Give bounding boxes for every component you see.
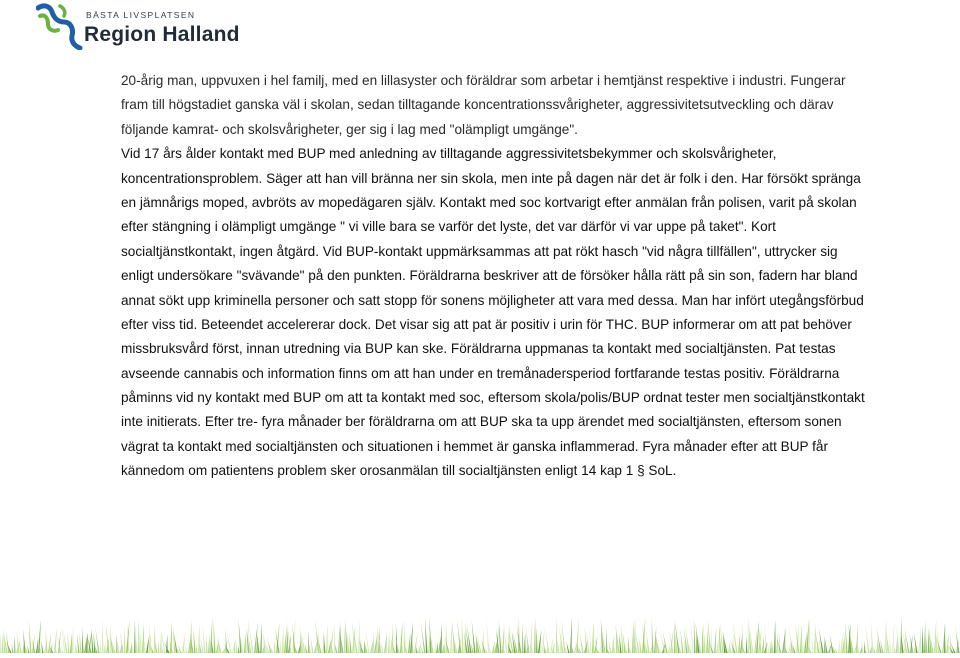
grass-blade [691, 618, 694, 653]
text-line: efter stängning i olämpligt umgänge " vi ville bara se varför det lyste, det var därför vi var uppe på taket". Kort [121, 219, 776, 235]
grass-blade [764, 624, 768, 653]
grass-blade [308, 630, 310, 653]
grass-blade [344, 626, 346, 653]
grass-blade [592, 622, 594, 653]
grass-blade [574, 645, 576, 653]
grass-blade [260, 622, 262, 653]
grass-blade [450, 620, 452, 653]
grass-blade [134, 619, 136, 653]
grass-blade [619, 634, 621, 653]
grass-blade [716, 641, 718, 653]
grass-blade [425, 618, 428, 653]
grass-blade [440, 623, 442, 653]
grass-blade [685, 619, 690, 653]
grass-blade [216, 642, 218, 653]
grass-blade [160, 629, 162, 653]
grass-blade [856, 623, 858, 653]
grass-blade [326, 623, 328, 653]
grass-blade [589, 626, 591, 653]
region-halland-logo-icon [36, 2, 86, 50]
grass-blade [924, 621, 926, 653]
grass-blade [544, 645, 546, 653]
grass-blade [845, 622, 847, 653]
grass-blade [0, 632, 2, 653]
grass-blade [2, 634, 4, 653]
grass-blade [452, 642, 454, 653]
grass-blade [608, 639, 611, 653]
grass-blade [703, 621, 705, 653]
grass-blade [615, 623, 620, 653]
grass-blade [738, 633, 740, 653]
grass-blade [110, 620, 112, 653]
grass-blade [196, 644, 198, 653]
grass-blade [894, 647, 896, 653]
grass-blade [12, 643, 14, 653]
grass-blade [421, 647, 424, 653]
grass-blade [236, 639, 238, 653]
grass-blade [124, 625, 126, 653]
grass-blade [774, 619, 776, 653]
grass-blade [190, 620, 192, 653]
grass-blade [566, 641, 569, 653]
grass-blade [557, 640, 559, 653]
grass-blade [416, 647, 418, 653]
grass-blade [767, 642, 769, 653]
text-line: avseende cannabis och information finns om att han under en tremånadersperiod fortfarande testas positiv. Föräldrarna [121, 365, 840, 381]
grass-blade [570, 617, 572, 653]
grass-blade [104, 641, 106, 653]
grass-blade [873, 647, 875, 653]
grass-blade [29, 618, 32, 653]
grass-blade [922, 626, 924, 653]
grass-blade [138, 618, 140, 653]
grass-blade [70, 633, 72, 653]
grass-blade [77, 634, 80, 653]
grass-blade [714, 627, 716, 653]
grass-blade [770, 640, 772, 653]
grass-blade [100, 641, 102, 653]
grass-footer-decoration [0, 606, 960, 653]
grass-blade [102, 618, 104, 653]
grass-blade [892, 621, 894, 653]
grass-blade [408, 633, 411, 653]
grass-blade [27, 646, 29, 653]
grass-blade [838, 639, 840, 653]
text-line: missbruksvård först, innan utredning via BUP kan ske. Föräldrarna uppmanas ta kontakt med socialtjänsten. Pat testas [121, 341, 836, 357]
grass-blade [936, 634, 938, 653]
text-line: inte initierats. Efter tre- fyra månader ber föräldrarna om att BUP ska ta upp ärendet med socialtjänsten, eftersom sonen [121, 414, 842, 430]
grass-blade [158, 640, 160, 653]
grass-blade [934, 619, 936, 653]
grass-blade [646, 644, 648, 653]
grass-blade [140, 630, 142, 653]
grass-blade [740, 636, 742, 653]
text-line: en jämnårigs moped, avbröts av mopedägaren själv. Kontakt med soc kortvarigt efter anmälan från polisen, varit på skolan [121, 194, 857, 210]
grass-blade [340, 621, 342, 653]
grass-blade [865, 624, 870, 653]
text-line: koncentrationsproblem. Säger att han vill bränna ner sin skola, men inte på dagen när det är folk i den. Har försökt spränga [121, 170, 861, 186]
grass-blade [36, 639, 38, 653]
grass-blade [762, 636, 764, 653]
grass-blade [730, 646, 732, 653]
region-halland-logo[interactable] [36, 2, 246, 52]
grass-blade [91, 627, 93, 653]
grass-blade [280, 640, 282, 653]
grass-blade [94, 632, 96, 653]
grass-blade [198, 624, 200, 653]
grass-blade [900, 617, 902, 653]
text-line: annat sökt upp kriminella personer och satt stopp för sonens möjligheter att vara med dessa. Man har infört utegångsförbud [121, 292, 864, 308]
grass-blade [772, 644, 774, 653]
grass-blade [680, 628, 683, 653]
grass-blade [412, 640, 414, 653]
text-line: 20-årig man, uppvuxen i hel familj, med en lillasyster och föräldrar som arbetar i hemtjänst respektive i industri. Fungerar [121, 73, 846, 88]
grass-blade [674, 622, 676, 653]
grass-blade [79, 631, 81, 653]
grass-blade [388, 633, 390, 653]
grass-blade [372, 633, 374, 653]
grass-blade [536, 627, 538, 653]
grass-blade [920, 624, 922, 653]
text-line: efter viss tid. Beteendet accelererar dock. Det visar sig att pat är positiv i urin för THC. BUP informerar om att pat behöver [121, 316, 852, 332]
grass-blade [628, 636, 630, 653]
grass-blade [654, 626, 656, 653]
grass-blade [876, 642, 878, 653]
document-body [121, 69, 881, 484]
grass-blade [213, 621, 215, 653]
grass-blade [695, 622, 699, 653]
grass-blade [870, 646, 872, 653]
grass-blade [200, 644, 202, 653]
grass-blade [208, 634, 210, 653]
grass-blade [238, 646, 240, 653]
grass-blade [702, 626, 704, 653]
grass-blade [185, 644, 188, 653]
grass-blade [534, 617, 536, 653]
paragraph-background [121, 69, 881, 142]
grass-blade [376, 626, 378, 653]
grass-blade [193, 629, 195, 653]
grass-blade [639, 637, 641, 653]
grass-blade [800, 624, 802, 653]
grass-blade [349, 632, 351, 653]
grass-blade [579, 630, 583, 653]
grass-blade [162, 647, 164, 653]
text-line: socialtjänstkontakt, ingen åtgärd. Vid BUP-kontakt uppmärksammas att pat rökt hasch "vid några tillfällen", uttrycker sig [121, 243, 838, 259]
text-line: Vid 17 års ålder kontakt med BUP med anledning av tilltagande aggressivitetsbekymmer och skolsvårigheter, [121, 146, 777, 162]
grass-blade [244, 632, 246, 653]
grass-band-graphic [0, 606, 960, 653]
logo-blue-swoosh [38, 6, 80, 48]
grass-blade [72, 625, 74, 653]
grass-blade [858, 647, 860, 653]
grass-blade [621, 623, 624, 653]
grass-blade [434, 640, 436, 653]
text-line: påminns vid ny kontakt med BUP om att ta kontakt med soc, eftersom skola/polis/BUP ordnat tester men socialtjänstkontakt [121, 390, 865, 406]
grass-blade [746, 636, 748, 653]
grass-blade [524, 633, 526, 653]
grass-blade [358, 618, 360, 653]
grass-blade [499, 619, 502, 653]
grass-blade [444, 643, 446, 653]
text-line: fram till högstadiet ganska väl i skolan, sedan tilltagande koncentrationssvårigheter, aggressivitetsutveckling och därav [121, 97, 834, 113]
grass-blade [860, 647, 862, 653]
grass-blade [467, 625, 472, 653]
grass-blade [345, 619, 347, 653]
grass-blade [462, 618, 464, 653]
grass-blade [48, 633, 51, 653]
text-line: enligt undersökare "svävande" på den punkten. Föräldrarna beskriver att de försöker hålla rätt på sin son, fadern har bland [121, 268, 858, 284]
grass-blade [728, 640, 730, 653]
grass-blade [203, 625, 206, 653]
grass-blade [67, 633, 69, 653]
grass-blades [0, 617, 960, 653]
grass-blade [556, 618, 558, 653]
grass-blade [14, 634, 16, 653]
grass-blade [914, 631, 918, 653]
paragraph-case-history [121, 142, 881, 483]
text-line: kännedom om patientens problem sker orosanmälan till socialtjänsten enligt 14 kap 1 § SoL. [121, 463, 677, 479]
grass-blade [542, 626, 545, 653]
grass-blade [206, 634, 208, 653]
grass-blade [802, 641, 804, 653]
grass-blade [338, 624, 340, 653]
grass-blade [694, 618, 696, 653]
grass-blade [812, 637, 814, 653]
grass-blade [136, 639, 138, 653]
grass-blade [442, 644, 444, 653]
grass-blade [492, 641, 495, 653]
grass-blade [623, 632, 625, 653]
grass-blade [844, 633, 846, 653]
logo-tagline: BÄSTA LIVSPLATSEN [86, 10, 196, 20]
logo-green-accent [60, 6, 65, 16]
text-line: vägrat ta kontakt med socialtjänsten och situationen i hemmet är ganska inflammerad. Fyra månader efter att BUP får [121, 438, 828, 454]
text-line: följande kamrat- och skolsvårigheter, ger sig i lag med "olämpligt umgänge". [121, 121, 578, 137]
grass-blade [482, 629, 484, 653]
grass-blade [282, 628, 284, 653]
grass-blade [522, 623, 524, 653]
page-header [0, 0, 960, 60]
grass-blade [926, 637, 928, 653]
grass-blade [668, 645, 670, 653]
grass-blade [82, 627, 84, 653]
grass-blade [889, 635, 892, 653]
grass-blade [471, 643, 474, 653]
grass-blade [572, 646, 574, 653]
grass-blade [274, 637, 276, 653]
grass-blade [41, 641, 43, 653]
grass-blade [436, 642, 438, 653]
grass-blade [814, 623, 816, 653]
logo-name: Region Halland [84, 23, 240, 46]
